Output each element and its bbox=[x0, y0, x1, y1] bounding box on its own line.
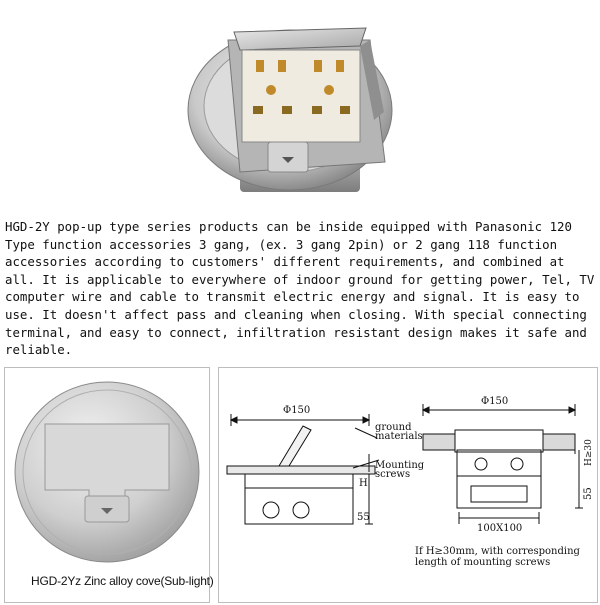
note-line-2: length of mounting screws bbox=[415, 557, 551, 568]
cover-caption: HGD-2Yz Zinc alloy cove(Sub-light) bbox=[31, 574, 214, 588]
technical-drawing bbox=[219, 368, 597, 602]
screws-label: screws bbox=[375, 469, 411, 480]
side-view bbox=[227, 414, 379, 524]
front-55-label: 55 bbox=[583, 487, 594, 500]
ground-label: ground bbox=[375, 422, 412, 433]
product-description: HGD-2Y pop-up type series products can be inside equipped with Panasonic 120 Type function accessories 3 gang, (ex. 3 gang 2pin) or 2 gang 118 function accessories according to customers' different requirements, and combined at all. It is applicable to everywhere of indoor ground for getting power, Tel, TV computer wire and cable to transmit electric energy and signal. It is easy to use. It doesn't affect pass and cleaning when closing. With special connecting terminal, and easy to connect, infiltration resistant design makes it safe and reliable. bbox=[5, 219, 595, 358]
front-diameter-label: Φ150 bbox=[481, 396, 509, 407]
materials-label: materials bbox=[375, 431, 423, 442]
side-diameter-label: Φ150 bbox=[283, 405, 311, 416]
front-h30-label: H≥30 bbox=[584, 439, 594, 466]
note-line-1: If H≥30mm, with corresponding bbox=[415, 546, 580, 557]
side-h-label: H bbox=[359, 478, 368, 489]
product-photo bbox=[170, 2, 410, 207]
side-55-label: 55 bbox=[357, 512, 370, 523]
technical-drawing-panel bbox=[218, 367, 598, 603]
mounting-label: Mounting bbox=[375, 460, 425, 471]
cover-photo bbox=[5, 368, 209, 602]
front-box-label: 100X100 bbox=[477, 523, 523, 534]
front-view bbox=[423, 404, 583, 524]
cover-photo-panel bbox=[4, 367, 214, 603]
